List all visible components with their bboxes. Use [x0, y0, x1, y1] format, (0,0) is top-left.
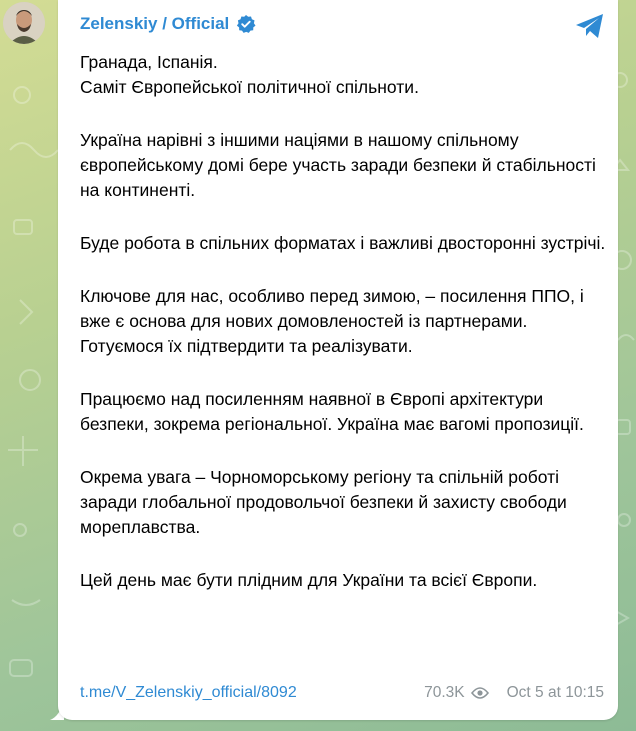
telegram-share-icon: [574, 12, 606, 40]
channel-name[interactable]: Zelenskiy / Official: [80, 14, 230, 33]
message-header: [80, 14, 256, 34]
verified-badge-icon: [236, 14, 256, 34]
views-count: 70.3K: [424, 684, 465, 701]
message-paragraph: Гранада, Іспанія. Саміт Європейської політичної спільноти.: [80, 52, 419, 97]
avatar-portrait-icon: [3, 2, 45, 44]
message-timestamp: Oct 5 at 10:15: [506, 684, 604, 701]
post-link[interactable]: t.me/V_Zelenskiy_official/8092: [80, 684, 297, 701]
message-text: [80, 50, 608, 593]
eye-icon: [471, 686, 489, 700]
message-paragraph: Україна нарівні з іншими націями в нашому спільному європейському домі бере участь заради безпеки й стабільності на континенті.: [80, 130, 596, 200]
message-meta: [424, 683, 604, 703]
message-bubble: [58, 0, 618, 720]
message-paragraph: Цей день має бути плідним для України та всієї Європи.: [80, 570, 538, 590]
message-paragraph: Буде робота в спільних форматах і важливі двосторонні зустрічі.: [80, 233, 606, 253]
message-paragraph: Ключове для нас, особливо перед зимою, – посилення ППО, і вже є основа для нових домовленостей із партнерами. Готуємося їх підтвердити та реалізувати.: [80, 286, 584, 356]
share-button[interactable]: [574, 12, 606, 40]
message-paragraph: Окрема увага – Чорноморському регіону та спільній роботі заради глобальної продовольчої безпеки й захисту свободи мореплавства.: [80, 467, 567, 537]
channel-avatar[interactable]: [3, 2, 45, 44]
message-paragraph: Працюємо над посиленням наявної в Європі архітектури безпеки, зокрема регіональної. Україна має вагомі пропозиції.: [80, 389, 584, 434]
